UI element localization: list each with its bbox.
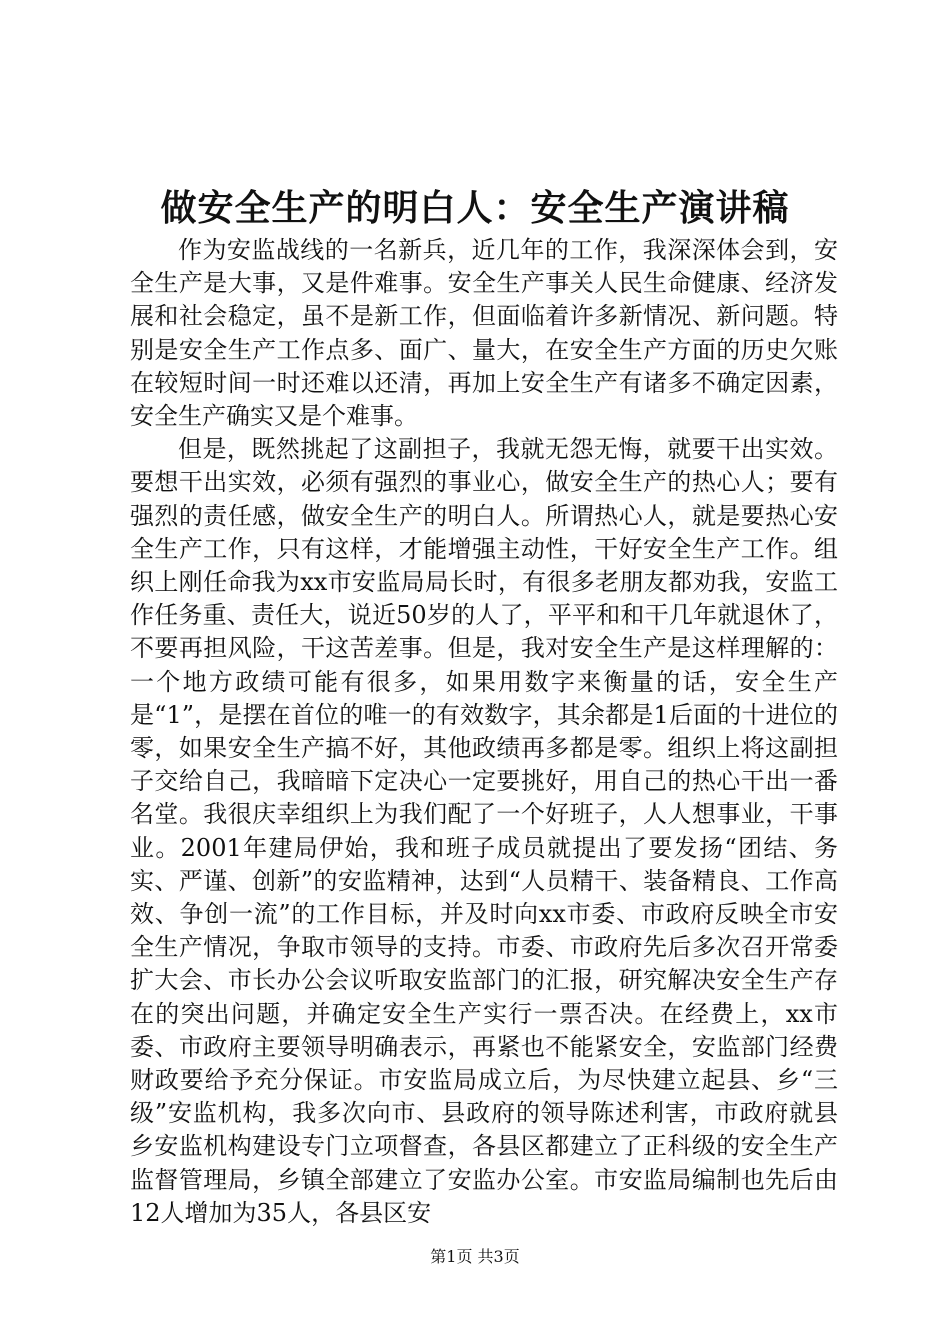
paragraph-1: 作为安监战线的一名新兵，近几年的工作，我深深体会到，安全生产是大事，又是件难事。安全生产事关人民生命健康、经济发展和社会稳定，虽不是新工作，但面临着许多新情况、新问题。特别是安全生产工作点多、面广、量大，在安全生产方面的历史欠账在较短时间一时还难以还清，再加上安全生产有诸多不确定因素，安全生产确实又是个难事。: [130, 236, 838, 431]
document-body: [130, 234, 838, 1230]
page-footer: 第1页 共3页: [430, 1247, 520, 1266]
paragraph-2: 但是，既然挑起了这副担子，我就无怨无悔，就要干出实效。要想干出实效，必须有强烈的事业心，做安全生产的热心人；要有强烈的责任感，做安全生产的明白人。所谓热心人，就是要热心安全生产工作，只有这样，才能增强主动性，干好安全生产工作。组织上刚任命我为xx市安监局局长时，有很多老朋友都劝我，安监工作任务重、责任大，说近50岁的人了，平平和和干几年就退休了，不要再担风险，干这苦差事。但是，我对安全生产是这样理解的：一个地方政绩可能有很多，如果用数字来衡量的话，安全生产是“1”，是摆在首位的唯一的有效数字，其余都是1后面的十进位的零，如果安全生产搞不好，其他政绩再多都是零。组织上将这副担子交给自己，我暗暗下定决心一定要挑好，用自己的热心干出一番名堂。我很庆幸组织上为我们配了一个好班子，人人想事业，干事业。2001年建局伊始，我和班子成员就提出了要发扬“团结、务实、严谨、创新”的安监精神，达到“人员精干、装备精良、工作高效、争创一流”的工作目标，并及时向xx市委、市政府反映全市安全生产情况，争取市领导的支持。市委、市政府先后多次召开常委扩大会、市长办公会议听取安监部门的汇报，研究解决安全生产存在的突出问题，并确定安全生产实行一票否决。在经费上，xx市委、市政府主要领导明确表示，再紧也不能紧安全，安监部门经费财政要给予充分保证。市安监局成立后，为尽快建立起县、乡“三级”安监机构，我多次向市、县政府的领导陈述利害，市政府就县乡安监机构建设专门立项督查，各县区都建立了正科级的安全生产监督管理局，乡镇全部建立了安监办公室。市安监局编制也先后由12人增加为35人，各县区安: [130, 435, 838, 1227]
document-title: 做安全生产的明白人：安全生产演讲稿: [160, 187, 790, 229]
